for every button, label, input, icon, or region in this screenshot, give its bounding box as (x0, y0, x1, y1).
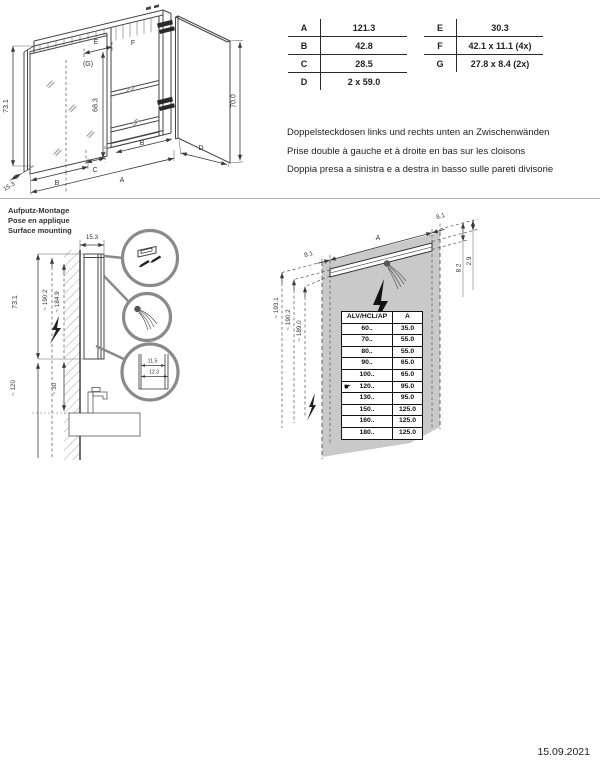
table-row (342, 393, 423, 405)
col-model: ALV/HCL/AP (342, 312, 393, 324)
table-row (342, 427, 423, 439)
table-row (342, 404, 423, 416)
table-row (288, 73, 407, 91)
mirror-door-open (176, 16, 231, 163)
shelf (111, 81, 159, 97)
top-fixing-tab (154, 4, 159, 8)
model-cell: 90.. (342, 358, 393, 370)
dim-key: F (424, 37, 457, 55)
model-cell: 130.. (342, 393, 393, 405)
dimension-table-right (424, 19, 543, 72)
model-cell: 160.. (342, 416, 393, 428)
socket-note-it: Doppia presa a sinistra e a destra in basso sulle pareti divisorie (287, 164, 554, 175)
dim-cabinet-height: 73.1 (12, 295, 19, 309)
table-header-row (342, 312, 423, 324)
dim-label-f: F (130, 40, 136, 47)
dim-value: 27.8 x 8.4 (2x) (470, 58, 530, 69)
a-cell: 125.0 (393, 416, 423, 428)
model-cell: 150.. (342, 404, 393, 416)
dim-rail-offset-1: 8.2 (455, 263, 463, 273)
model-cell: 180.. (342, 427, 393, 439)
dim-value: 30.3 (457, 19, 544, 37)
dim-cabinet-height: 73.1 (3, 99, 10, 113)
model-cell: 60.. (342, 323, 393, 335)
cabinet-side-profile (84, 254, 104, 359)
table-row (288, 19, 407, 37)
dim-value: 121.3 (321, 19, 408, 37)
dim-cabinet-depth: 15.3 (2, 180, 17, 193)
dim-door-height: 70.0 (230, 94, 238, 108)
table-row (342, 346, 423, 358)
table-row (424, 37, 543, 55)
heading-en: Surface mounting (8, 226, 72, 235)
dim-h2: ~ 190.2 (285, 309, 292, 331)
dim-key: E (424, 19, 457, 37)
dim-value: 28.5 (321, 55, 408, 73)
dim-depth: 15.3 (85, 234, 99, 241)
cabinet-interior (111, 16, 159, 147)
mirror-door-left (30, 33, 139, 194)
a-cell: 55.0 (393, 335, 423, 347)
dim-label-a: A (119, 177, 125, 184)
table-row (288, 37, 407, 55)
dim-rail-height: ~ 184.9 (54, 291, 61, 313)
a-cell: 125.0 (393, 404, 423, 416)
dim-basin-height: ~ 120 (10, 380, 17, 396)
dim-label-g: (G) (82, 61, 94, 68)
a-cell: 65.0 (393, 358, 423, 370)
pointer-hand-icon: ☛ (344, 381, 351, 391)
dim-key: D (288, 73, 321, 91)
faucet-handle (92, 388, 100, 392)
a-cell: 95.0 (393, 393, 423, 405)
model-cell: ☛ 120.. (342, 381, 393, 393)
socket-note-fr: Prise double à gauche et à droite en bas sur les cloisons (287, 145, 526, 157)
dim-offset-left: 8.1 (303, 250, 314, 260)
wall-mounting-isometric-view (270, 195, 600, 480)
dim-top-height: ~ 190.2 (42, 289, 49, 311)
dim-gap: ~ 30 (51, 382, 58, 396)
cabinet-isometric-drawing (0, 0, 280, 200)
height-dimensions (273, 262, 330, 428)
model-cell: 70.. (342, 335, 393, 347)
table-row (342, 358, 423, 370)
surface-mounting-side-view (0, 220, 270, 515)
detail-circle-bracket (123, 231, 178, 286)
table-row (342, 369, 423, 381)
dim-label-b-right: B (139, 140, 145, 147)
dim-label-b-left: B (54, 180, 60, 187)
model-cell: 80.. (342, 346, 393, 358)
dim-value: 42.1 x 11.1 (4x) (457, 37, 544, 55)
model-dimension-table (341, 311, 423, 440)
dim-width-a: A (375, 235, 381, 242)
dim-label-e: E (93, 39, 99, 46)
top-fixing-tab (146, 6, 151, 10)
col-a: A (393, 312, 423, 324)
dim-label-d: D (198, 145, 204, 152)
dim-key: B (288, 37, 321, 55)
detail-circle-cable (124, 294, 171, 341)
dim-key: A (288, 19, 321, 37)
heading-de: Aufputz-Montage (8, 206, 70, 215)
dim-detail-2: 12.3 (148, 369, 160, 376)
hinge-bottom (157, 97, 175, 111)
dim-h1: ~ 193.1 (273, 297, 280, 319)
dimension-table-left (288, 19, 407, 90)
table-row (424, 19, 543, 37)
a-cell: 125.0 (393, 427, 423, 439)
table-row-marked (342, 381, 423, 393)
dim-detail-1: 11.5 (147, 358, 158, 365)
dim-key: G (424, 55, 457, 73)
table-row (424, 55, 543, 73)
dim-value: 2 x 59.0 (347, 76, 381, 87)
dim-rail-offset-2: 2.9 (466, 256, 473, 266)
a-cell: 95.0 (393, 381, 423, 393)
a-cell: 55.0 (393, 346, 423, 358)
table-row (288, 55, 407, 73)
model-cell: 100.. (342, 369, 393, 381)
table-row (342, 335, 423, 347)
table-row (342, 416, 423, 428)
dim-value: 42.8 (321, 37, 408, 55)
dim-h3: ~ 189.0 (296, 320, 303, 342)
lightning-bolt-icon (307, 393, 316, 421)
dim-inner-height: 68.3 (92, 98, 100, 112)
table-row (342, 323, 423, 335)
heading-fr: Pose en applique (8, 216, 70, 225)
revision-date: 15.09.2021 (537, 746, 590, 758)
hinge-top (157, 20, 175, 34)
a-cell: 65.0 (393, 369, 423, 381)
dim-label-c: C (92, 167, 98, 174)
a-cell: 35.0 (393, 323, 423, 335)
socket-note-de: Doppelsteckdosen links und rechts unten an Zwischenwänden (287, 127, 550, 138)
socket-note (287, 124, 553, 180)
faucet-body (88, 392, 93, 413)
dim-key: C (288, 55, 321, 73)
dim-offset-right: 8.1 (435, 212, 446, 222)
